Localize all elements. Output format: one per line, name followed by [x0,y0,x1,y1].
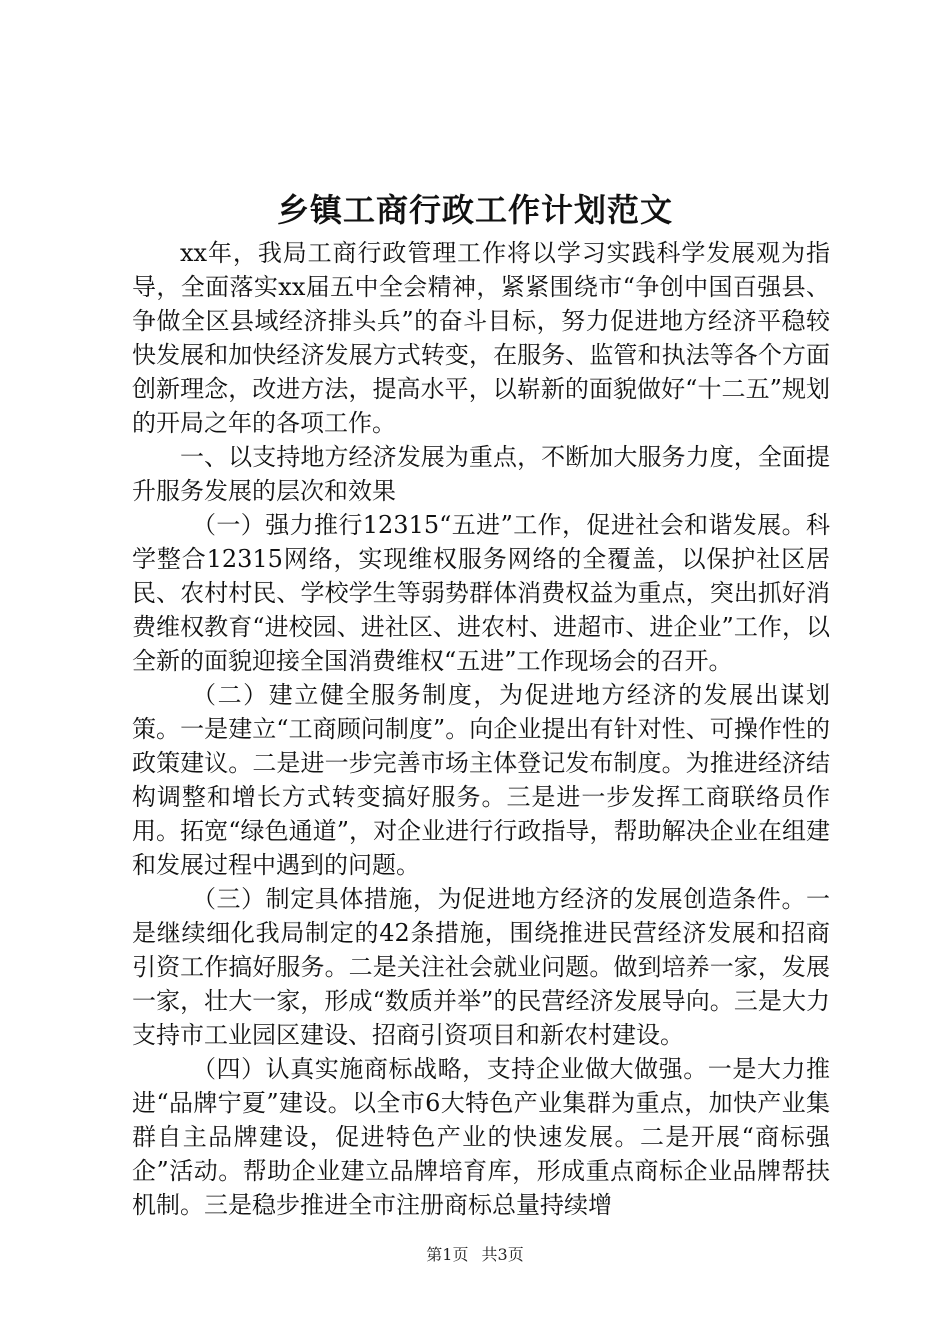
document-body [132,236,830,1222]
paragraph-item-4: （四）认真实施商标战略，支持企业做大做强。一是大力推进“品牌宁夏”建设。以全市6大特色产业集群为重点，加快产业集群自主品牌建设，促进特色产业的快速发展。二是开展“商标强企”活动。帮助企业建立品牌培育库，形成重点商标企业品牌帮扶机制。三是稳步推进全市注册商标总量持续增 [132,1055,830,1219]
paragraph-item-3: （三）制定具体措施，为促进地方经济的发展创造条件。一是继续细化我局制定的42条措施，围绕推进民营经济发展和招商引资工作搞好服务。二是关注社会就业问题。做到培养一家，发展一家，壮大一家，形成“数质并举”的民营经济发展导向。三是大力支持市工业园区建设、招商引资项目和新农村建设。 [132,885,830,1049]
paragraph-intro: xx年，我局工商行政管理工作将以学习实践科学发展观为指导，全面落实xx届五中全会精神，紧紧围绕市“争创中国百强县、争做全区县域经济排头兵”的奋斗目标，努力促进地方经济平稳较快发展和加快经济发展方式转变，在服务、监管和执法等各个方面创新理念，改进方法，提高水平，以崭新的面貌做好“十二五”规划的开局之年的各项工作。 [132,239,830,437]
page-footer [0,1244,950,1266]
page-total: 共3页 [481,1245,524,1264]
document-title: 乡镇工商行政工作计划范文 [276,191,673,229]
paragraph-item-1: （一）强力推行12315“五进”工作，促进社会和谐发展。科学整合12315网络，实现维权服务网络的全覆盖，以保护社区居民、农村村民、学校学生等弱势群体消费权益为重点，突出抓好消费维权教育“进校园、进社区、进农村、进超市、进企业”工作，以全新的面貌迎接全国消费维权“五进”工作现场会的召开。 [132,511,830,675]
paragraph-section-1-heading: 一、以支持地方经济发展为重点，不断加大服务力度，全面提升服务发展的层次和效果 [132,443,830,505]
paragraph-item-2: （二）建立健全服务制度，为促进地方经济的发展出谋划策。一是建立“工商顾问制度”。向企业提出有针对性、可操作性的政策建议。二是进一步完善市场主体登记发布制度。为推进经济结构调整和增长方式转变搞好服务。三是进一步发挥工商联络员作用。拓宽“绿色通道”，对企业进行行政指导，帮助解决企业在组建和发展过程中遇到的问题。 [132,681,830,879]
page-number: 第1页 [426,1245,469,1264]
